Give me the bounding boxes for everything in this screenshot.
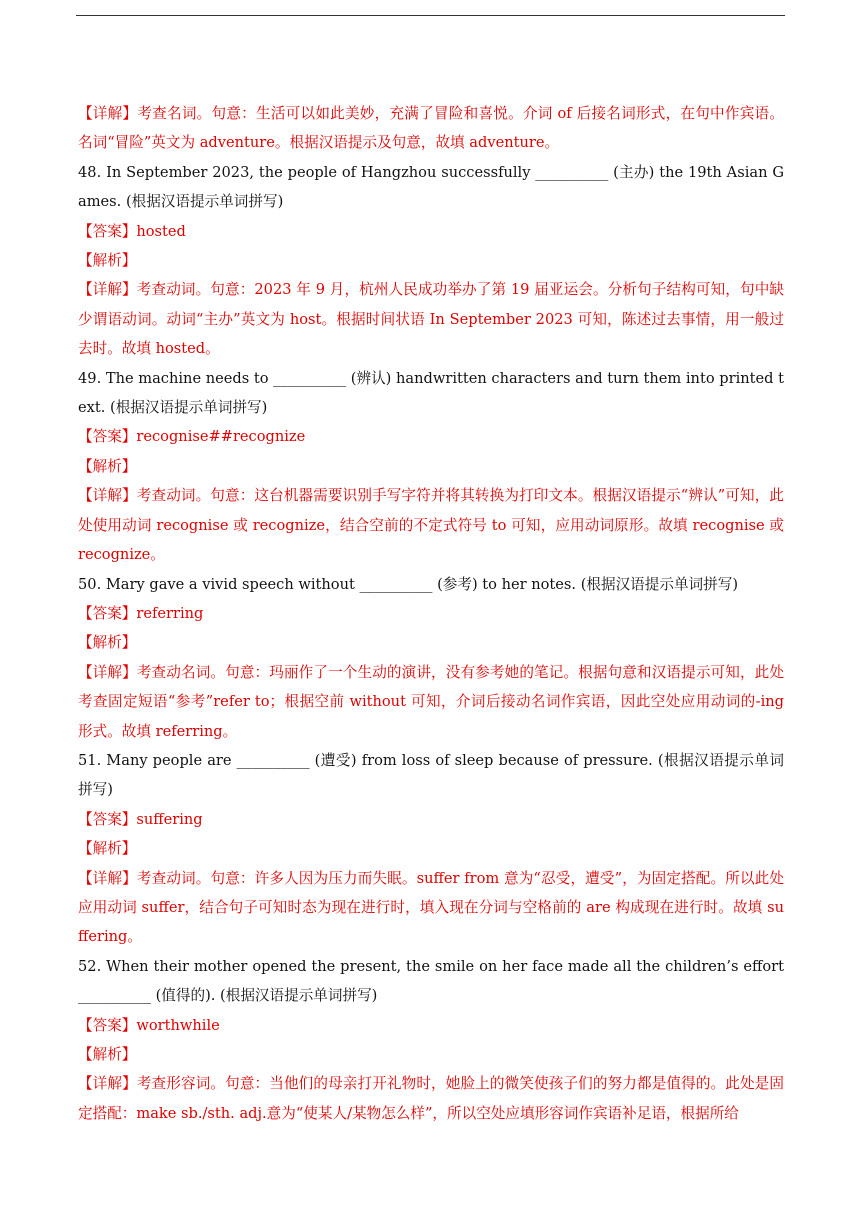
answer-paragraph: 【答案】suffering bbox=[78, 810, 203, 828]
header-rule bbox=[76, 15, 785, 16]
question-paragraph: 50. Mary gave a vivid speech without __________ (参考) to her notes. (根据汉语提示单词拼写) bbox=[78, 575, 739, 593]
answer-paragraph: 【答案】referring bbox=[78, 604, 204, 622]
answer-paragraph: 【解析】 bbox=[78, 1046, 137, 1063]
answer-paragraph: 【答案】recognise##recognize bbox=[78, 428, 306, 446]
question-paragraph: 52. When their mother opened the present, the smile on her face made all the children’s effort __________ (值得的). (根据汉语提示单词拼写) bbox=[78, 957, 784, 1005]
question-paragraph: 51. Many people are __________ (遭受) from loss of sleep because of pressure. (根据汉语提示单词拼写) bbox=[78, 751, 784, 799]
document-body bbox=[78, 99, 784, 1128]
answer-paragraph: 【详解】考查形容词。句意：当他们的母亲打开礼物时，她脸上的微笑使孩子们的努力都是值得的。此处是固定搭配：make sb./sth. adj.意为“使某人/某物怎么样”，所以空处应填形容词作宾语补足语，根据所给 bbox=[78, 1075, 784, 1122]
answer-paragraph: 【详解】考查动词。句意：许多人因为压力而失眠。suffer from 意为“忍受，遭受”，为固定搭配。所以此处应用动词 suffer，结合句子可知时态为现在进行时，填入现在分词与空格前的 are 构成现在进行时。故填 suffering。 bbox=[78, 869, 784, 946]
answer-paragraph: 【详解】考查动名词。句意：玛丽作了一个生动的演讲，没有参考她的笔记。根据句意和汉语提示可知，此处考查固定短语“参考”refer to；根据空前 without 可知，介词后接动名词作宾语，因此空处应用动词的-ing 形式。故填 referring。 bbox=[78, 663, 784, 740]
answer-paragraph: 【答案】hosted bbox=[78, 222, 186, 240]
answer-paragraph: 【详解】考查动词。句意：2023 年 9 月，杭州人民成功举办了第 19 届亚运会。分析句子结构可知，句中缺少谓语动词。动词“主办”英文为 host。根据时间状语 In September 2023 可知，陈述过去事情，用一般过去时。故填 hosted。 bbox=[78, 281, 784, 358]
question-paragraph: 48. In September 2023, the people of Hangzhou successfully __________ (主办) the 19th Asian Games. (根据汉语提示单词拼写) bbox=[78, 163, 784, 211]
answer-paragraph: 【答案】worthwhile bbox=[78, 1016, 220, 1034]
answer-paragraph: 【详解】考查名词。句意：生活可以如此美妙，充满了冒险和喜悦。介词 of 后接名词形式，在句中作宾语。名词“冒险”英文为 adventure。根据汉语提示及句意，故填 adventure。 bbox=[78, 105, 784, 152]
answer-paragraph: 【解析】 bbox=[78, 634, 137, 652]
answer-paragraph: 【解析】 bbox=[78, 252, 137, 270]
answer-paragraph: 【解析】 bbox=[78, 840, 137, 858]
answer-paragraph: 【解析】 bbox=[78, 457, 137, 475]
question-paragraph: 49. The machine needs to __________ (辨认) handwritten characters and turn them into printed text. (根据汉语提示单词拼写) bbox=[78, 369, 784, 417]
answer-paragraph: 【详解】考查动词。句意：这台机器需要识别手写字符并将其转换为打印文本。根据汉语提示“辨认”可知，此处使用动词 recognise 或 recognize，结合空前的不定式符号 to 可知，应用动词原形。故填 recognise 或 recognize。 bbox=[78, 487, 784, 564]
